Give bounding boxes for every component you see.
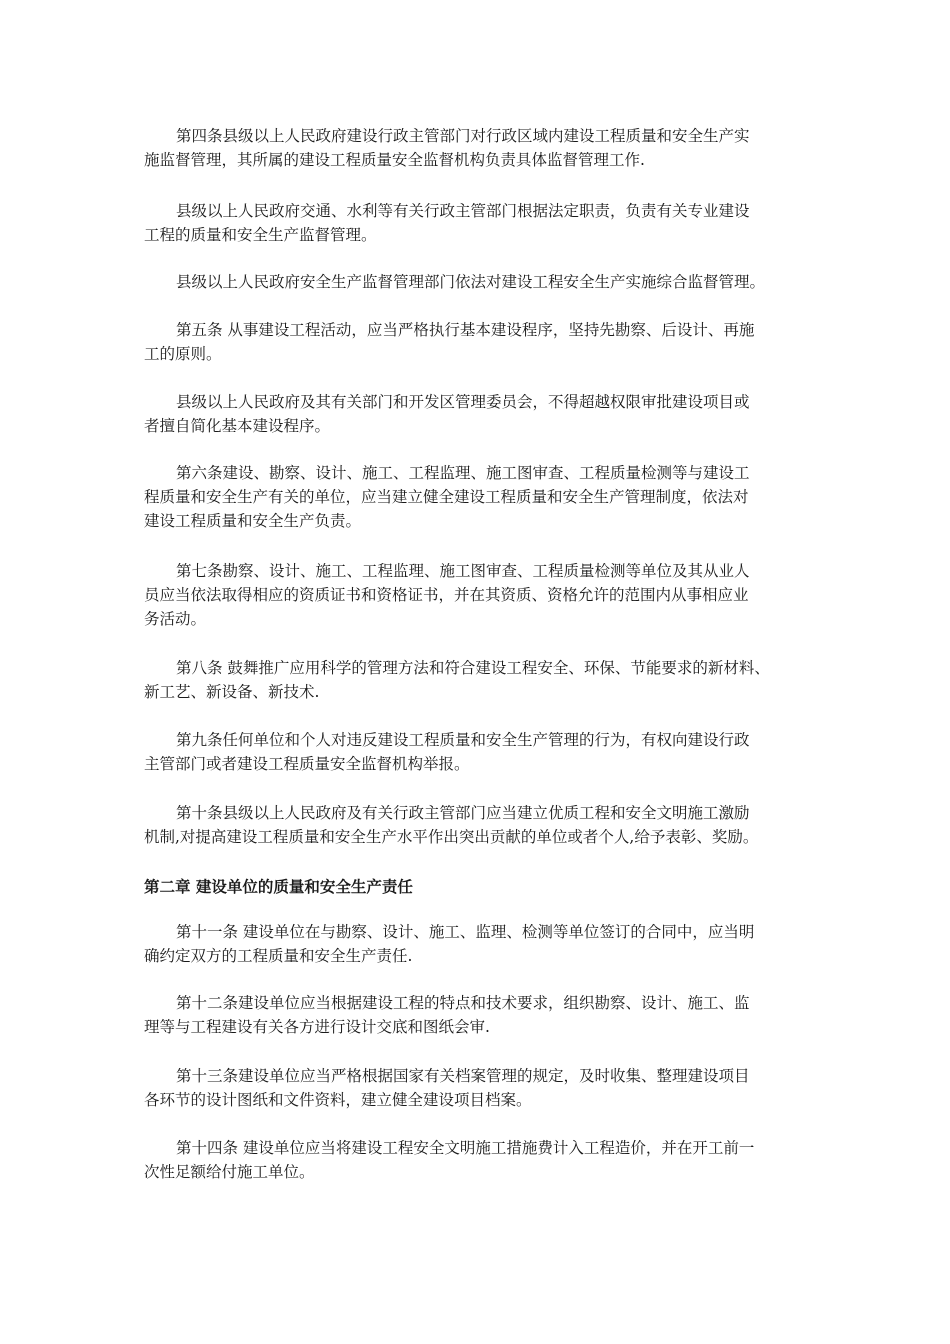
article-7-paragraph — [144, 559, 824, 631]
article-13-paragraph — [144, 1064, 824, 1112]
text-line: 第六条建设、勘察、设计、施工、工程监理、施工图审查、工程质量检测等与建设工 — [176, 464, 750, 482]
article-11-paragraph — [144, 920, 824, 968]
text-line: 第九条任何单位和个人对违反建设工程质量和安全生产管理的行为，有权向建设行政 — [176, 731, 750, 749]
text-line: 县级以上人民政府交通、水利等有关行政主管部门根据法定职责，负责有关专业建设 — [176, 202, 750, 220]
text-line: 施监督管理，其所属的建设工程质量安全监督机构负责具体监督管理工作. — [144, 151, 645, 169]
text-line: 第十四条 建设单位应当将建设工程安全文明施工措施费计入工程造价，并在开工前一 — [176, 1139, 755, 1157]
article-6-paragraph — [144, 461, 824, 533]
article-9-paragraph — [144, 728, 824, 776]
text-line: 工程的质量和安全生产监督管理。 — [144, 226, 377, 244]
text-line: 工的原则。 — [144, 345, 222, 363]
text-line: 理等与工程建设有关各方进行设计交底和图纸会审. — [144, 1018, 490, 1036]
text-line: 务活动。 — [144, 610, 207, 628]
text-line: 县级以上人民政府及其有关部门和开发区管理委员会，不得超越权限审批建设项目或 — [176, 393, 750, 411]
text-line: 第十一条 建设单位在与勘察、设计、施工、监理、检测等单位签订的合同中，应当明 — [176, 923, 755, 941]
text-line: 第十二条建设单位应当根据建设工程的特点和技术要求，组织勘察、设计、施工、监 — [176, 994, 750, 1012]
text-line: 第十三条建设单位应当严格根据国家有关档案管理的规定，及时收集、整理建设项目 — [176, 1067, 750, 1085]
text-line: 第五条 从事建设工程活动，应当严格执行基本建设程序，坚持先勘察、后设计、再施 — [176, 321, 755, 339]
article-4-clause-3 — [144, 270, 824, 294]
article-10-paragraph — [144, 801, 824, 849]
article-4-paragraph — [144, 124, 824, 172]
text-line: 各环节的设计图纸和文件资料，建立健全建设项目档案。 — [144, 1091, 532, 1109]
text-line: 机制,对提高建设工程质量和安全生产水平作出突出贡献的单位或者个人,给予表彰、奖励。 — [144, 828, 759, 846]
article-14-paragraph — [144, 1136, 824, 1184]
article-5-paragraph — [144, 318, 824, 366]
text-line: 新工艺、新设备、新技术. — [144, 683, 320, 701]
text-line: 县级以上人民政府安全生产监督管理部门依法对建设工程安全生产实施综合监督管理。 — [176, 273, 766, 291]
text-line: 程质量和安全生产有关的单位，应当建立健全建设工程质量和安全生产管理制度，依法对 — [144, 488, 749, 506]
text-line: 第八条 鼓舞推广应用科学的管理方法和符合建设工程安全、环保、节能要求的新材料、 — [176, 659, 770, 677]
text-line: 者擅自简化基本建设程序。 — [144, 417, 331, 435]
text-line: 第七条勘察、设计、施工、工程监理、施工图审查、工程质量检测等单位及其从业人 — [176, 562, 750, 580]
text-line: 确约定双方的工程质量和安全生产责任. — [144, 947, 413, 965]
text-line: 主管部门或者建设工程质量安全监督机构举报。 — [144, 755, 470, 773]
text-line: 第四条县级以上人民政府建设行政主管部门对行政区域内建设工程质量和安全生产实 — [176, 127, 750, 145]
text-line: 建设工程质量和安全生产负责。 — [144, 512, 362, 530]
article-8-paragraph — [144, 656, 824, 704]
article-12-paragraph — [144, 991, 824, 1039]
article-5-clause-2 — [144, 390, 824, 438]
article-4-clause-2 — [144, 199, 824, 247]
text-line: 次性足额给付施工单位。 — [144, 1163, 315, 1181]
text-line: 第十条县级以上人民政府及有关行政主管部门应当建立优质工程和安全文明施工激励 — [176, 804, 750, 822]
chapter-heading: 第二章 建设单位的质量和安全生产责任 — [144, 878, 413, 896]
text-line: 员应当依法取得相应的资质证书和资格证书，并在其资质、资格允许的范围内从事相应业 — [144, 586, 749, 604]
